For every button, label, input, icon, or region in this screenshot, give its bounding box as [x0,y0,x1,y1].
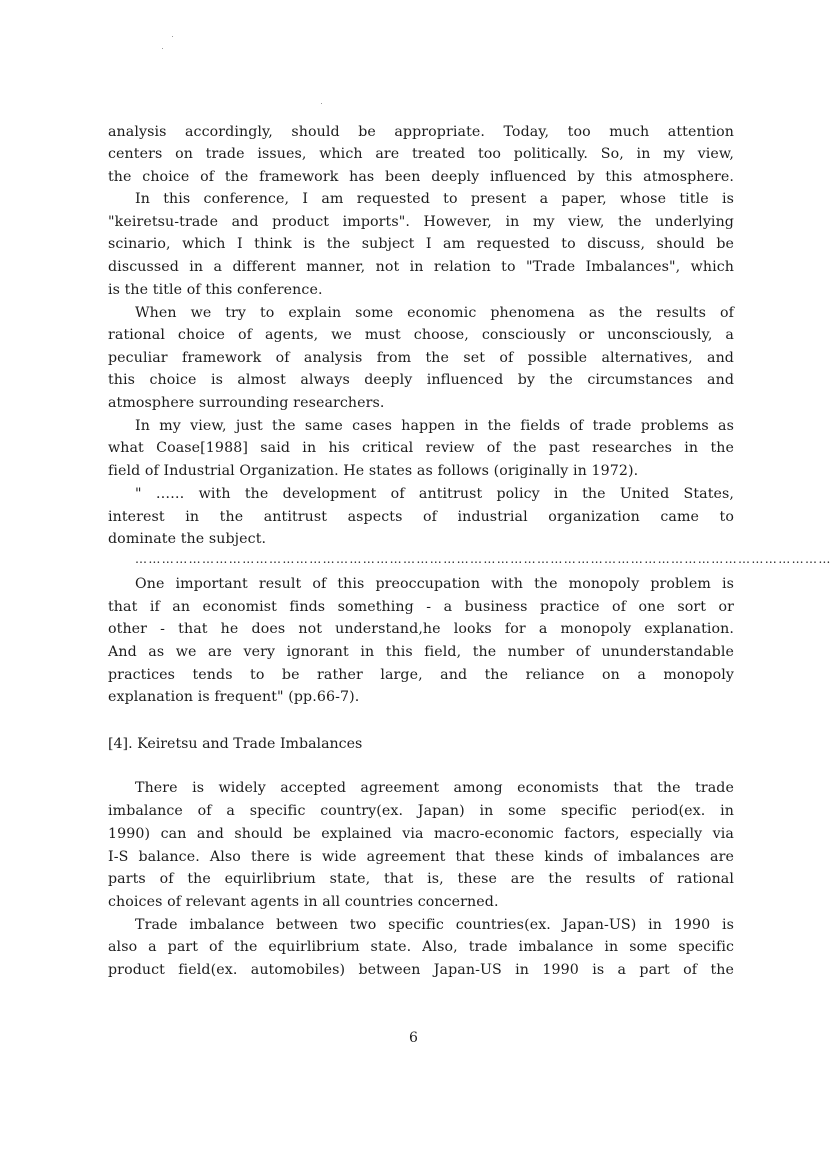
body-text-line: choices of relevant agents in all countries concerned. [108,894,499,910]
page-number: 6 [409,1030,418,1046]
quote-text-line: explanation is frequent" (pp.66-7). [108,689,360,705]
section-heading: [4]. Keiretsu and Trade Imbalances [108,736,363,752]
quote-text-line: that if an economist finds something - a business practice of one sort or [108,599,734,615]
body-text-line: imbalance of a specific country(ex. Japan) in some specific period(ex. in [108,803,734,819]
quote-text-line: " …… with the development of antitrust policy in the United States, [135,486,734,502]
body-text-line: this choice is almost always deeply influenced by the circumstances and [108,372,734,388]
body-text-line: I-S balance. Also there is wide agreement that these kinds of imbalances are [108,849,734,865]
body-text-line: atmosphere surrounding researchers. [108,395,385,411]
body-text-line: rational choice of agents, we must choose, consciously or unconsciously, a [108,327,734,343]
body-text-line: In this conference, I am requested to present a paper, whose title is [135,191,734,207]
quote-text-line: One important result of this preoccupation with the monopoly problem is [135,576,734,592]
quote-text-line: other - that he does not understand,he looks for a monopoly explanation. [108,621,734,637]
quote-text-line: interest in the antitrust aspects of industrial organization came to [108,509,734,525]
body-text-line: Trade imbalance between two specific countries(ex. Japan-US) in 1990 is [135,917,734,933]
quote-text-line: dominate the subject. [108,531,267,547]
body-text-line: parts of the equirlibrium state, that is, these are the results of rational [108,871,734,887]
body-text-line: In my view, just the same cases happen in the fields of trade problems as [135,418,734,434]
body-text-line: field of Industrial Organization. He states as follows (originally in 1972). [108,463,639,479]
body-text-line: what Coase[1988] said in his critical review of the past researches in the [108,440,734,456]
body-text-line: 1990) can and should be explained via macro-economic factors, especially via [108,826,734,842]
body-text-line: also a part of the equirlibrium state. Also, trade imbalance in some specific [108,939,734,955]
body-text-line: the choice of the framework has been deeply influenced by this atmosphere. [108,169,734,185]
body-text-line: "keiretsu-trade and product imports". However, in my view, the underlying [108,214,734,230]
quote-text-line: And as we are very ignorant in this field, the number of ununderstandable [108,644,734,660]
quote-ellipsis: ………………………………………………………………………………………………………………………………………… [135,552,832,566]
body-text-line: peculiar framework of analysis from the set of possible alternatives, and [108,350,734,366]
quote-text-line: practices tends to be rather large, and the reliance on a monopoly [108,667,734,683]
body-text-line: is the title of this conference. [108,282,323,298]
scan-speck [162,48,163,49]
body-text-line: scinario, which I think is the subject I am requested to discuss, should be [108,236,734,252]
body-text-line: analysis accordingly, should be appropriate. Today, too much attention [108,124,734,140]
body-text-line: product field(ex. automobiles) between Japan-US in 1990 is a part of the [108,962,734,978]
scan-speck [172,36,173,37]
body-text-line: discussed in a different manner, not in relation to "Trade Imbalances", which [108,259,734,275]
scan-speck [321,103,322,104]
body-text-line: centers on trade issues, which are treated too politically. So, in my view, [108,146,734,162]
body-text-line: There is widely accepted agreement among economists that the trade [135,780,734,796]
body-text-line: When we try to explain some economic phenomena as the results of [135,305,734,321]
